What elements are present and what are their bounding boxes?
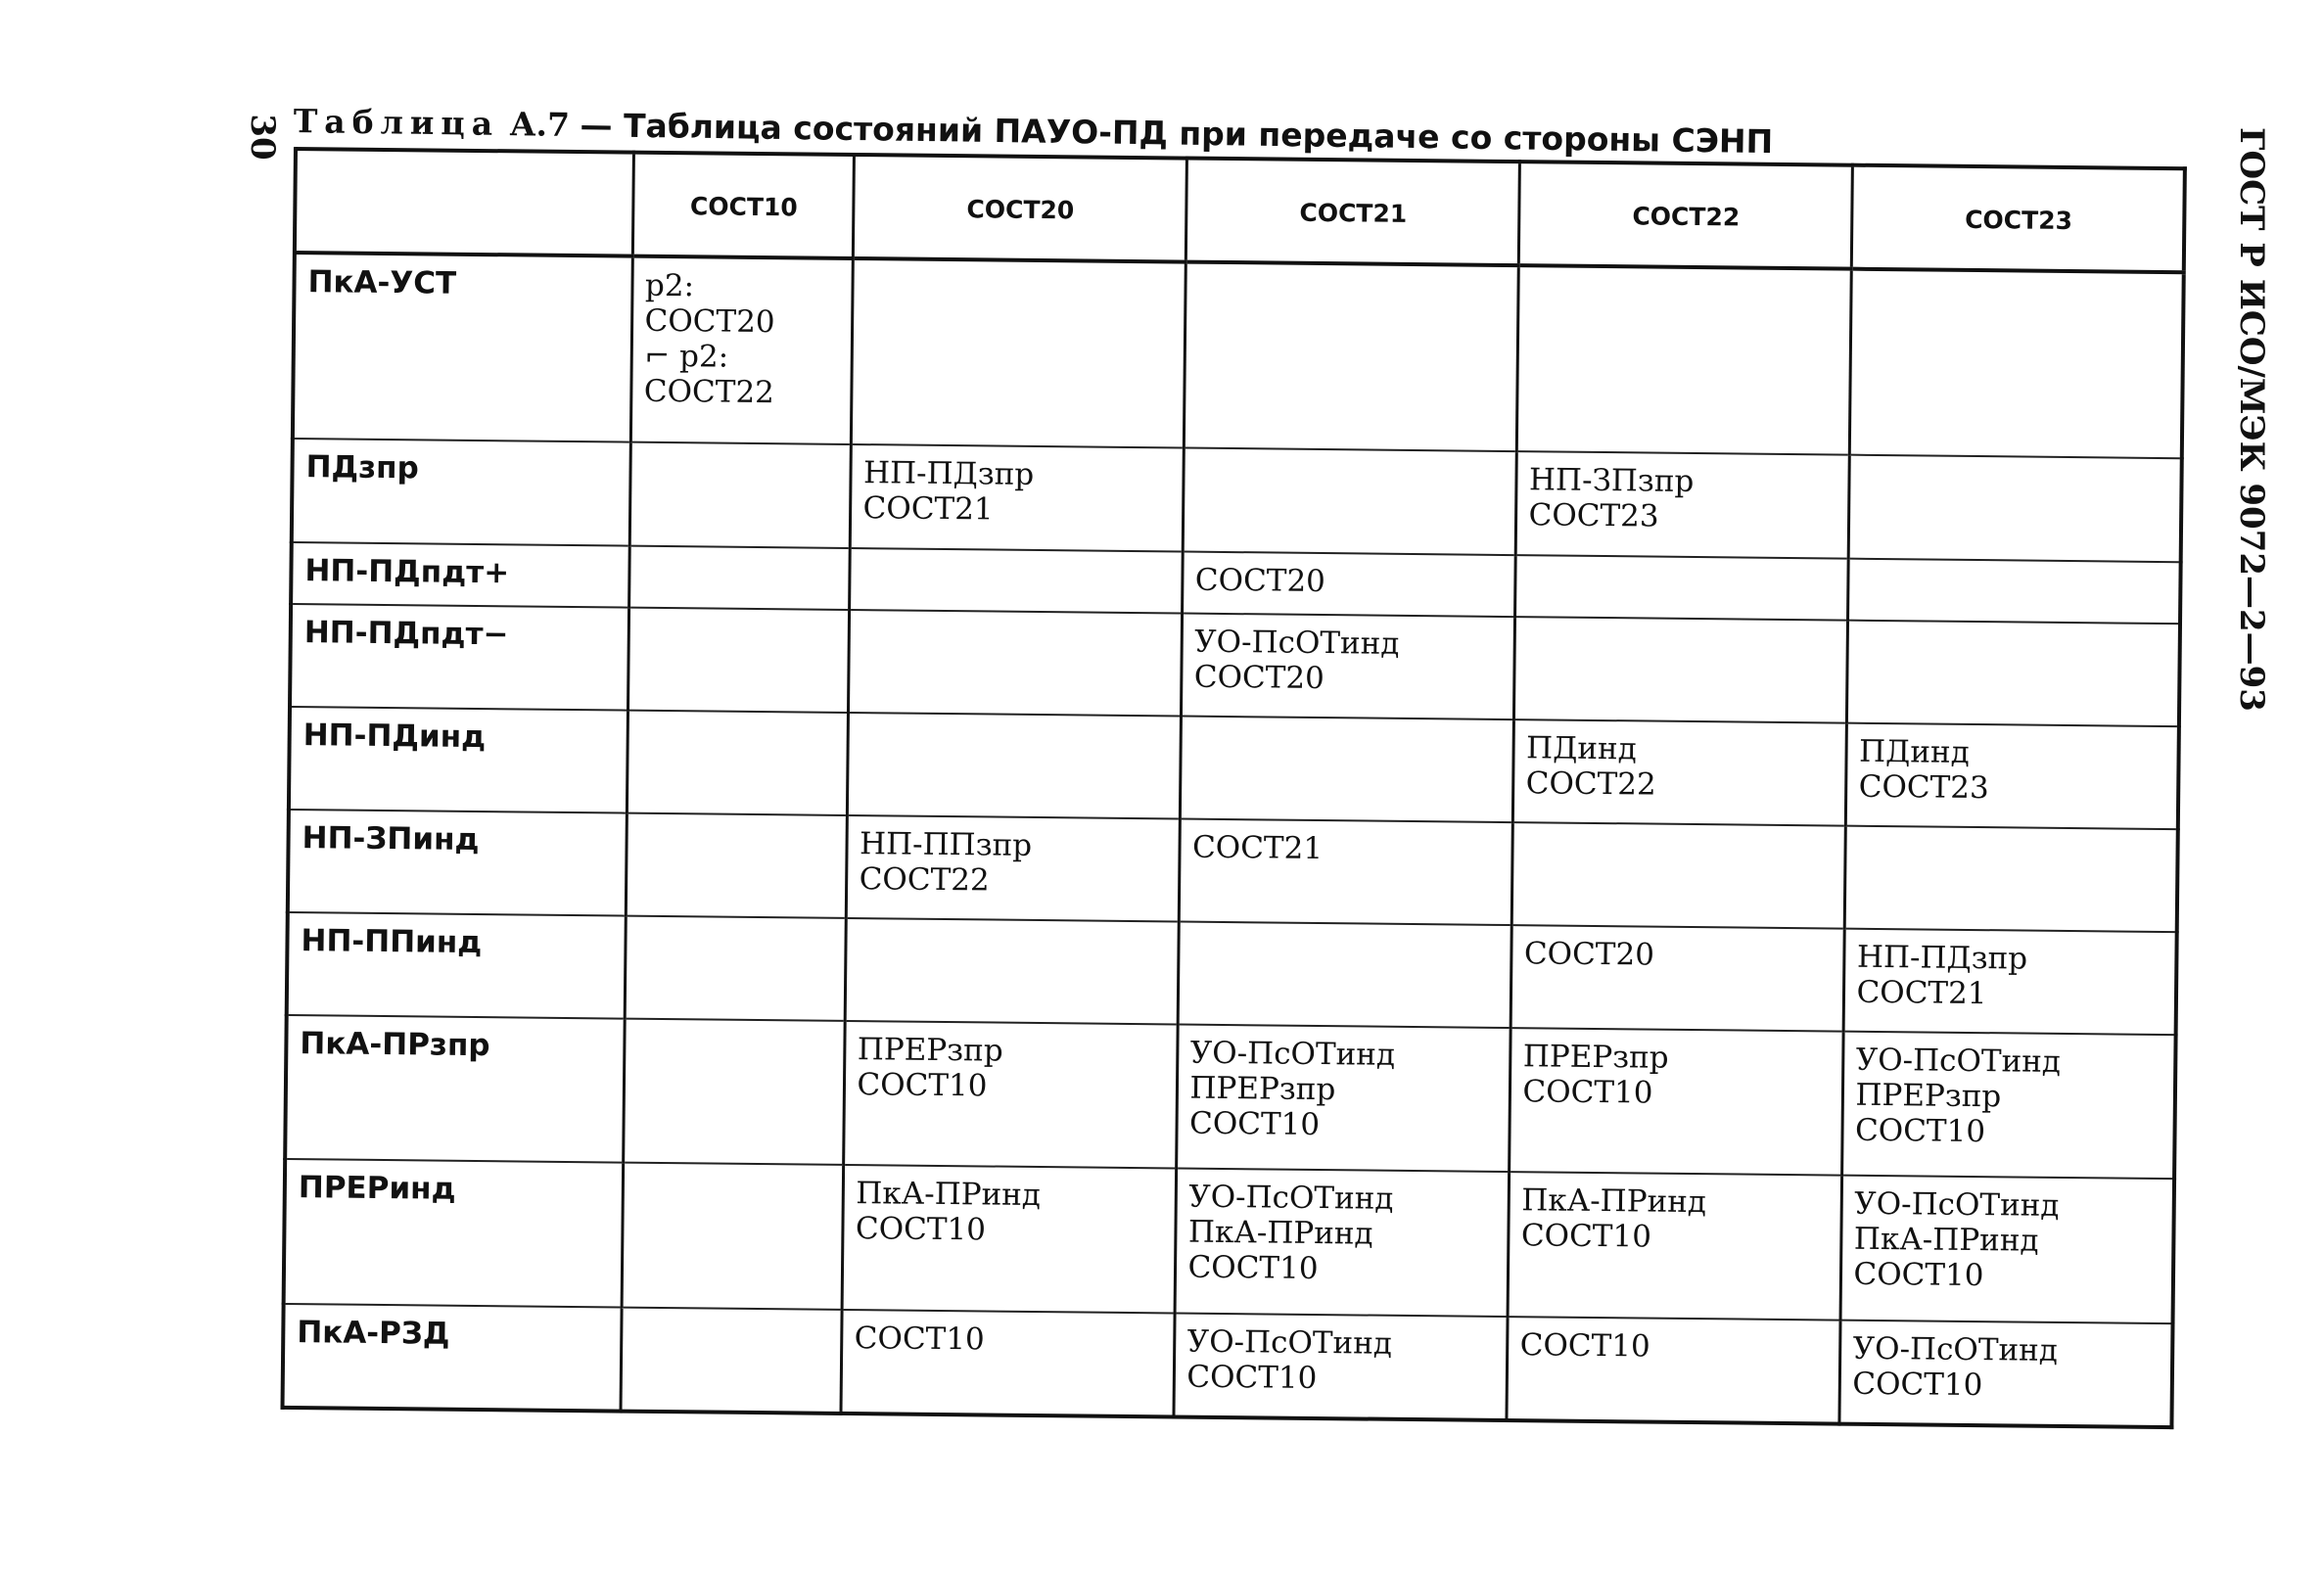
table-cell [620,1307,841,1414]
cell-line: УО-ПсОТинд [1188,1180,1394,1218]
row-label: НП-ППинд [287,912,626,1019]
table-cell [627,607,849,712]
cell-line: СОСТ10 [1852,1366,1983,1403]
table-cell [1508,1172,1842,1320]
cell-line: СОСТ10 [854,1320,985,1358]
table-row [289,707,2179,829]
caption-number: А.7 [509,105,571,144]
cell-line: ПкА-ПРинд [1521,1182,1707,1221]
table-cell [1512,719,1846,826]
table-cell [1846,620,2180,726]
table-cell [622,1163,844,1310]
table-cell [840,1310,1174,1417]
table-cell [1844,826,2178,933]
table-cell [1506,1317,1839,1424]
row-label: ПкА-УСТ [293,253,632,442]
table-cell [628,545,850,609]
table-cell [1176,1025,1511,1173]
table-cell [1849,269,2184,459]
column-header: СОСТ10 [632,153,854,258]
table-cell [847,713,1181,819]
table-cell [1178,922,1511,1029]
table-cell [1182,551,1515,617]
caption-label: Таблица [293,102,500,143]
table-cell [1511,925,1844,1032]
cell-line: р2: [644,267,695,304]
table-cell [1180,716,1513,822]
cell-line: СОСТ22 [859,861,990,899]
table-cell [846,815,1180,922]
cell-line: СОСТ23 [1528,497,1659,535]
cell-line: СОСТ21 [1191,829,1324,866]
cell-line: СОСТ23 [1858,768,1989,806]
cell-line: СОСТ20 [644,302,775,341]
cell-line: СОСТ10 [1522,1074,1653,1111]
cell-line: СОСТ10 [857,1067,988,1104]
table-header-row [295,149,2185,272]
column-header: СОСТ21 [1185,159,1519,266]
cell-line: СОСТ10 [1519,1326,1650,1365]
cell-line: СОСТ10 [855,1211,987,1248]
table-cell [1845,722,2179,829]
row-label: НП-ПДинд [289,707,627,813]
table-cell [629,442,851,547]
table-cell [1513,617,1847,723]
table-cell [630,256,853,445]
cell-line: ПкА-ПРинд [1187,1215,1373,1253]
table-row [288,810,2178,932]
cell-line: ПкА-ПРинд [856,1176,1042,1214]
cell-line: УО-ПсОТинд [1189,1035,1396,1074]
row-label: НП-ПДпдт− [290,604,628,711]
column-header: СОСТ23 [1851,165,2185,273]
table-cell [1847,558,2181,624]
cell-line: СОСТ21 [1856,974,1987,1012]
cell-line: СОСТ10 [1853,1257,1984,1294]
table-cell [626,813,847,918]
table-cell [625,916,846,1021]
table-cell [1841,1032,2176,1180]
table-row [293,253,2184,459]
cell-line: СОСТ20 [1194,562,1326,599]
cell-line: УО-ПсОТинд [1852,1330,2059,1368]
table-cell [1514,555,1848,621]
cell-line: ПДинд [1858,733,1970,770]
cell-line: СОСТ10 [1187,1250,1319,1287]
table-cell [1173,1313,1507,1420]
table-cell [1838,1320,2172,1427]
table-cell [1175,1169,1510,1317]
row-label: НП-ЗПинд [288,810,627,916]
cell-line: СОСТ22 [643,373,775,411]
table-cell [1515,452,1849,559]
table-cell [627,710,848,814]
table-row [287,912,2177,1035]
table-cell [1511,822,1845,929]
table-cell [1183,448,1516,555]
column-header: СОСТ20 [853,155,1186,262]
cell-line: УО-ПсОТинд [1854,1186,2060,1225]
caption-text: — Таблица состояний ПАУО-ПД при передаче со стороны СЭНП [580,106,1774,162]
table-cell [843,1021,1178,1169]
table-row [290,604,2180,726]
table-body [283,253,2184,1427]
standard-designation: ГОСТ Р ИСО/МЭК 9072—2—93 [2232,127,2271,712]
cell-line: СОСТ21 [862,490,994,528]
row-label: ПДзпр [292,439,630,545]
table-cell [623,1019,845,1166]
row-label: ПРЕРинд [284,1159,624,1307]
cell-line: УО-ПсОТинд [1855,1042,2062,1081]
table-cell [851,258,1185,448]
header-corner [295,149,633,256]
cell-line: СОСТ10 [1186,1359,1318,1396]
cell-line: СОСТ20 [1523,936,1655,973]
row-label: НП-ПДпдт+ [291,542,629,608]
table-cell [1509,1028,1843,1176]
cell-line: СОСТ10 [1520,1218,1652,1255]
state-table [280,147,2186,1429]
table-cell [1179,818,1512,925]
cell-line: ПРЕРзпр [857,1032,1003,1069]
cell-line: ПРЕРзпр [1855,1077,2002,1115]
cell-line: НП-ППзпр [859,826,1033,863]
table-cell [850,444,1184,551]
cell-line: СОСТ22 [1525,765,1656,803]
table-cell [1516,265,1851,455]
table-row [284,1159,2174,1322]
cell-line: ⌐ р2: [644,338,729,375]
state-table-container [280,147,2182,1429]
cell-line: УО-ПсОТинд [1194,624,1400,662]
table-cell [1840,1176,2175,1323]
cell-line: НП-ЗПзпр [1528,462,1695,500]
cell-line: ПДинд [1525,730,1637,767]
cell-line: НП-ПДзпр [862,455,1035,493]
table-cell [1184,262,1518,452]
page-number: 30 [243,114,282,161]
row-label: ПкА-РЗД [283,1304,622,1412]
table-row [292,439,2182,561]
table-cell [849,548,1183,614]
row-label: ПкА-ПРзпр [285,1015,625,1163]
table-cell [845,918,1179,1025]
cell-line: НП-ПДзпр [1856,939,2028,977]
cell-line: УО-ПсОТинд [1186,1323,1393,1362]
table-cell [1181,613,1514,719]
cell-line: ПРЕРзпр [1522,1039,1669,1076]
cell-line: СОСТ10 [1188,1105,1321,1143]
standard-side-title [2232,127,2320,754]
table-cell [1848,455,2182,562]
cell-line: СОСТ20 [1193,659,1325,696]
column-header: СОСТ22 [1518,162,1852,269]
cell-line: ПРЕРзпр [1189,1070,1336,1108]
table-cell [1843,929,2177,1036]
table-cell [842,1165,1177,1313]
cell-line: СОСТ10 [1854,1112,1986,1150]
table-row [283,1304,2173,1428]
table-row [285,1015,2175,1179]
table-cell [848,610,1182,717]
cell-line: ПкА-ПРинд [1853,1222,2039,1260]
